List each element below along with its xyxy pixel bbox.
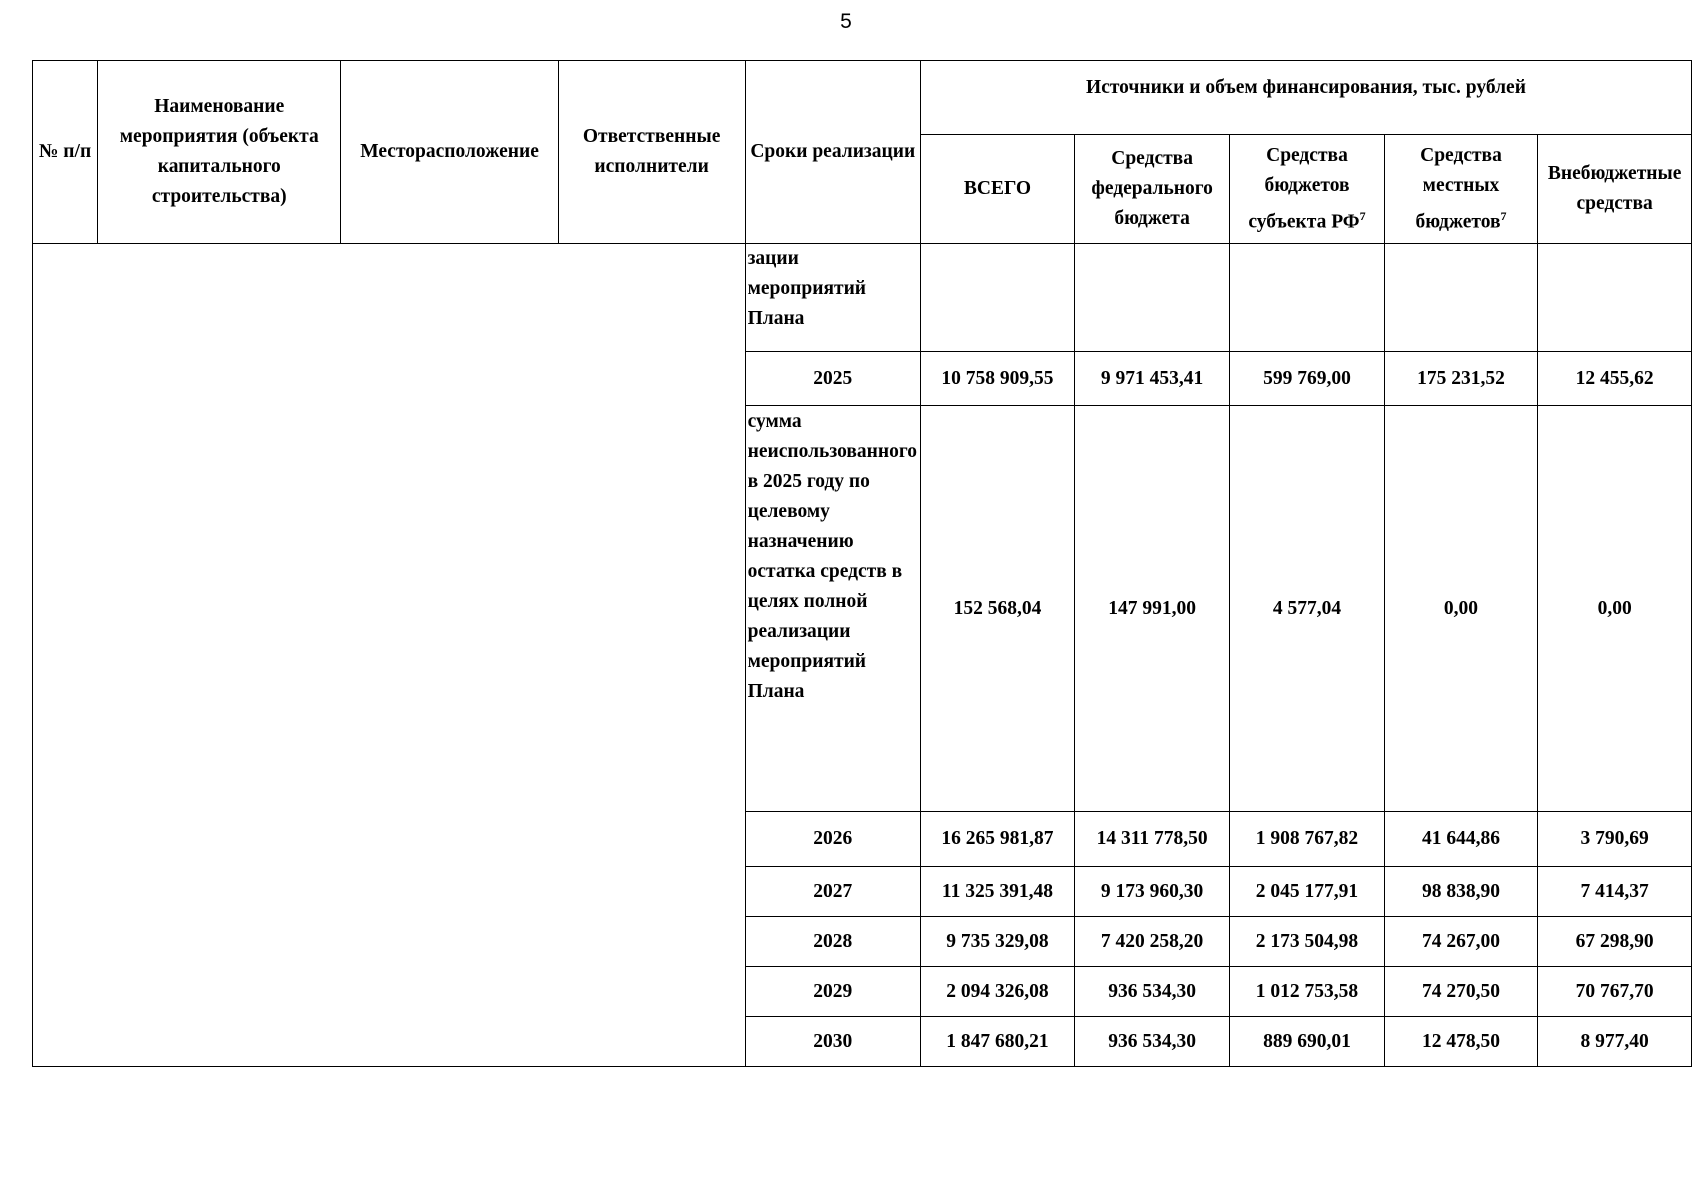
merged-empty-cell [33,244,746,1067]
row-regional: 1 012 753,58 [1230,967,1384,1017]
financing-table [32,60,1692,1067]
row-period: 2026 [745,812,920,867]
header-regional-label: Средства бюджетов субъекта РФ [1248,144,1360,233]
row-federal: 7 420 258,20 [1074,917,1229,967]
header-row [33,61,1692,135]
row-period: 2030 [745,1017,920,1067]
row-local: 0,00 [1384,406,1538,812]
row-extrabudgetary: 0,00 [1538,406,1692,812]
row-period: 2025 [745,352,920,406]
header-local-label: Средства местных бюджетов [1415,144,1502,233]
table-row [33,244,1692,352]
row-local: 12 478,50 [1384,1017,1538,1067]
row-federal: 9 971 453,41 [1074,352,1229,406]
row-extrabudgetary: 12 455,62 [1538,352,1692,406]
header-number: № п/п [33,61,98,244]
row-total: 10 758 909,55 [920,352,1074,406]
row-total: 2 094 326,08 [920,967,1074,1017]
header-responsible: Ответственные исполнители [558,61,745,244]
row-extrabudgetary: 67 298,90 [1538,917,1692,967]
row-extrabudgetary: 7 414,37 [1538,867,1692,917]
row-period: 2029 [745,967,920,1017]
row-period: 2027 [745,867,920,917]
row-total: 9 735 329,08 [920,917,1074,967]
header-location: Месторасположение [341,61,558,244]
row-extrabudgetary [1538,244,1692,352]
row-total: 152 568,04 [920,406,1074,812]
row-local: 74 270,50 [1384,967,1538,1017]
row-federal: 9 173 960,30 [1074,867,1229,917]
header-local-footnote: 7 [1500,208,1507,223]
header-activity-name: Наименование мероприятия (объекта капитального строительства) [98,61,341,244]
row-local: 74 267,00 [1384,917,1538,967]
row-federal: 14 311 778,50 [1074,812,1229,867]
row-regional: 2 173 504,98 [1230,917,1384,967]
page-number: 5 [840,10,852,33]
row-regional: 4 577,04 [1230,406,1384,812]
row-total [920,244,1074,352]
row-period: 2028 [745,917,920,967]
header-total: ВСЕГО [920,135,1074,244]
row-extrabudgetary: 70 767,70 [1538,967,1692,1017]
row-extrabudgetary: 8 977,40 [1538,1017,1692,1067]
row-total: 1 847 680,21 [920,1017,1074,1067]
header-extrabudgetary: Внебюджетные средства [1538,135,1692,244]
row-regional: 889 690,01 [1230,1017,1384,1067]
header-financing: Источники и объем финансирования, тыс. рублей [920,61,1691,135]
header-period: Сроки реализации [745,61,920,244]
header-regional-footnote: 7 [1359,208,1366,223]
row-total: 11 325 391,48 [920,867,1074,917]
row-local: 98 838,90 [1384,867,1538,917]
header-local [1384,135,1538,244]
row-federal: 936 534,30 [1074,1017,1229,1067]
row-regional: 2 045 177,91 [1230,867,1384,917]
row-local: 175 231,52 [1384,352,1538,406]
row-federal [1074,244,1229,352]
header-federal: Средства федерального бюджета [1074,135,1229,244]
row-regional [1230,244,1384,352]
row-local [1384,244,1538,352]
row-total: 16 265 981,87 [920,812,1074,867]
header-regional [1230,135,1384,244]
row-federal: 936 534,30 [1074,967,1229,1017]
row-federal: 147 991,00 [1074,406,1229,812]
row-extrabudgetary: 3 790,69 [1538,812,1692,867]
row-period: зации мероприятий Плана [745,244,920,352]
row-period: сумма неиспользованного в 2025 году по целевому назначению остатка средств в целях полной реализации мероприятий Плана [745,406,920,812]
row-regional: 1 908 767,82 [1230,812,1384,867]
row-local: 41 644,86 [1384,812,1538,867]
row-regional: 599 769,00 [1230,352,1384,406]
